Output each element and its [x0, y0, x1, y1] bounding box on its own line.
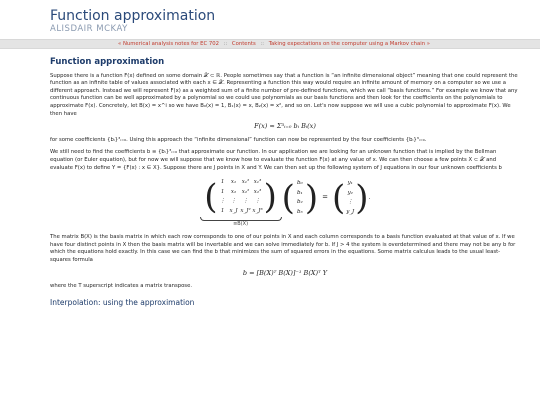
equation-least-squares: b = [B(X)ᵀ B(X)]⁻¹ B(X)ᵀ Y: [242, 268, 328, 277]
main-content: [0, 59, 540, 306]
paragraph-coefficients: for some coefficients {bᵢ}³ᵢ₌₀. Using this approach the “infinite dimensional” function can now be represented by the four coefficients {bᵢ}³ᵢ₌₀.: [50, 136, 427, 143]
coefficient-vector: ( b₀ b₁ b₂ b₃ ): [281, 178, 319, 219]
matrix-equation: ( 1 x₁ x₁² x₁³ 1 x₂ x₂² x₂³ ⋮ ⋮ ⋮ ⋮ 1 x_J x_J² x_J³ ) ≡B(X) ( b₀ b₁ b₂ b₃ ) = ( y₁ y₂ ⋮ y_J ) .: [50, 178, 520, 228]
underbrace-label: ≡B(X): [233, 221, 249, 228]
y-vector: ( y₁ y₂ ⋮ y_J ) .: [331, 178, 371, 219]
nav-separator: ::: [223, 41, 228, 47]
section-heading: Function approximation: [50, 57, 165, 67]
nav-link-contents[interactable]: Contents: [231, 41, 256, 47]
nav-bar: [0, 39, 540, 49]
basis-matrix: 1 x₁ x₁² x₁³ 1 x₂ x₂² x₂³ ⋮ ⋮ ⋮ ⋮ 1 x_J x_J² x_J³: [219, 179, 263, 214]
equation-approximation: F(x) ≈ Σ³ᵢ₌₀ bᵢ Bᵢ(x): [254, 122, 316, 131]
subsection-heading: Interpolation: using the approximation: [50, 297, 195, 307]
basis-matrix-block: ( 1 x₁ x₁² x₁³ 1 x₂ x₂² x₂³ ⋮ ⋮ ⋮ ⋮ 1 x_J x_J² x_J³ ) ≡B(X): [200, 177, 282, 229]
nav-separator: ::: [260, 41, 264, 47]
nav-prev-arrow[interactable]: «: [118, 41, 122, 47]
paragraph-basis-matrix: The matrix B(X) is the basis matrix in which each row corresponds to one of our points in X and each column corresponds to a basis function evaluated at that value of x. If we have four distinct points in X then the basis matrix will be invertable and we can solve immediately for b. If J > 4 the system is overdetermined and there may not be any b for which the equations hold exactly. In this case we can find the b that minimizes the sum of squared errors in the equations. Some matrix calculus leads to the usual least-squares formula: [50, 234, 516, 263]
paragraph-transpose: where the T superscript indicates a matrix transpose.: [50, 283, 193, 290]
page-title: Function approximation: [50, 8, 216, 24]
nav-link-next[interactable]: Taking expectations on the computer using a Markov chain: [268, 41, 426, 47]
page-header: [0, 0, 540, 36]
author-name: ALISDAIR MCKAY: [50, 24, 128, 34]
paragraph-system: We still need to find the coefficients b ≡ {bᵢ}³ᵢ₌₀ that approximate our function. In our application we are looking for an unknown function that is implied by the Bellman equation (or Euler equation), but for now we will suppose that we know how to evaluate the function F(x) at any value of x. We can then choose a few points X ⊂ 𝒳 and evaluate F(x) to define Y = {F(x) : x ∈ X}. Suppose there are J points in X and Y. We can then set up the following system of J equations in our four unknown coefficients b: [50, 149, 502, 171]
nav-link-notes[interactable]: Numerical analysis notes for EC 702: [122, 41, 219, 47]
nav-next-arrow[interactable]: »: [426, 41, 431, 47]
paragraph-intro: Suppose there is a function F(x) defined on some domain 𝒳 ⊂ ℝ. People sometimes say that a function is “an infinite dimensional object” meaning that one could represent the function as an infinite table of values associated with each x ∈ 𝒳. Representing a function this way would require an infinite amount of memory on a computer so we use a different approach. Instead we will represent F(x) as a weighted sum of a finite number of pre-defined functions, which we call “basis functions.” For example we know that any continuous function can be well approximated by a polynomial so we could use polynomials as our basis functions and then look for the coefficients on the polynomials to approximate F(x). Concretely, let B(x) = x^i so we have B₀(x) = 1, B₁(x) = x, B₂(x) = x², and so on. Let's now suppose we will use a cubic polynomial to approximate F(x). We then have: [50, 72, 518, 117]
